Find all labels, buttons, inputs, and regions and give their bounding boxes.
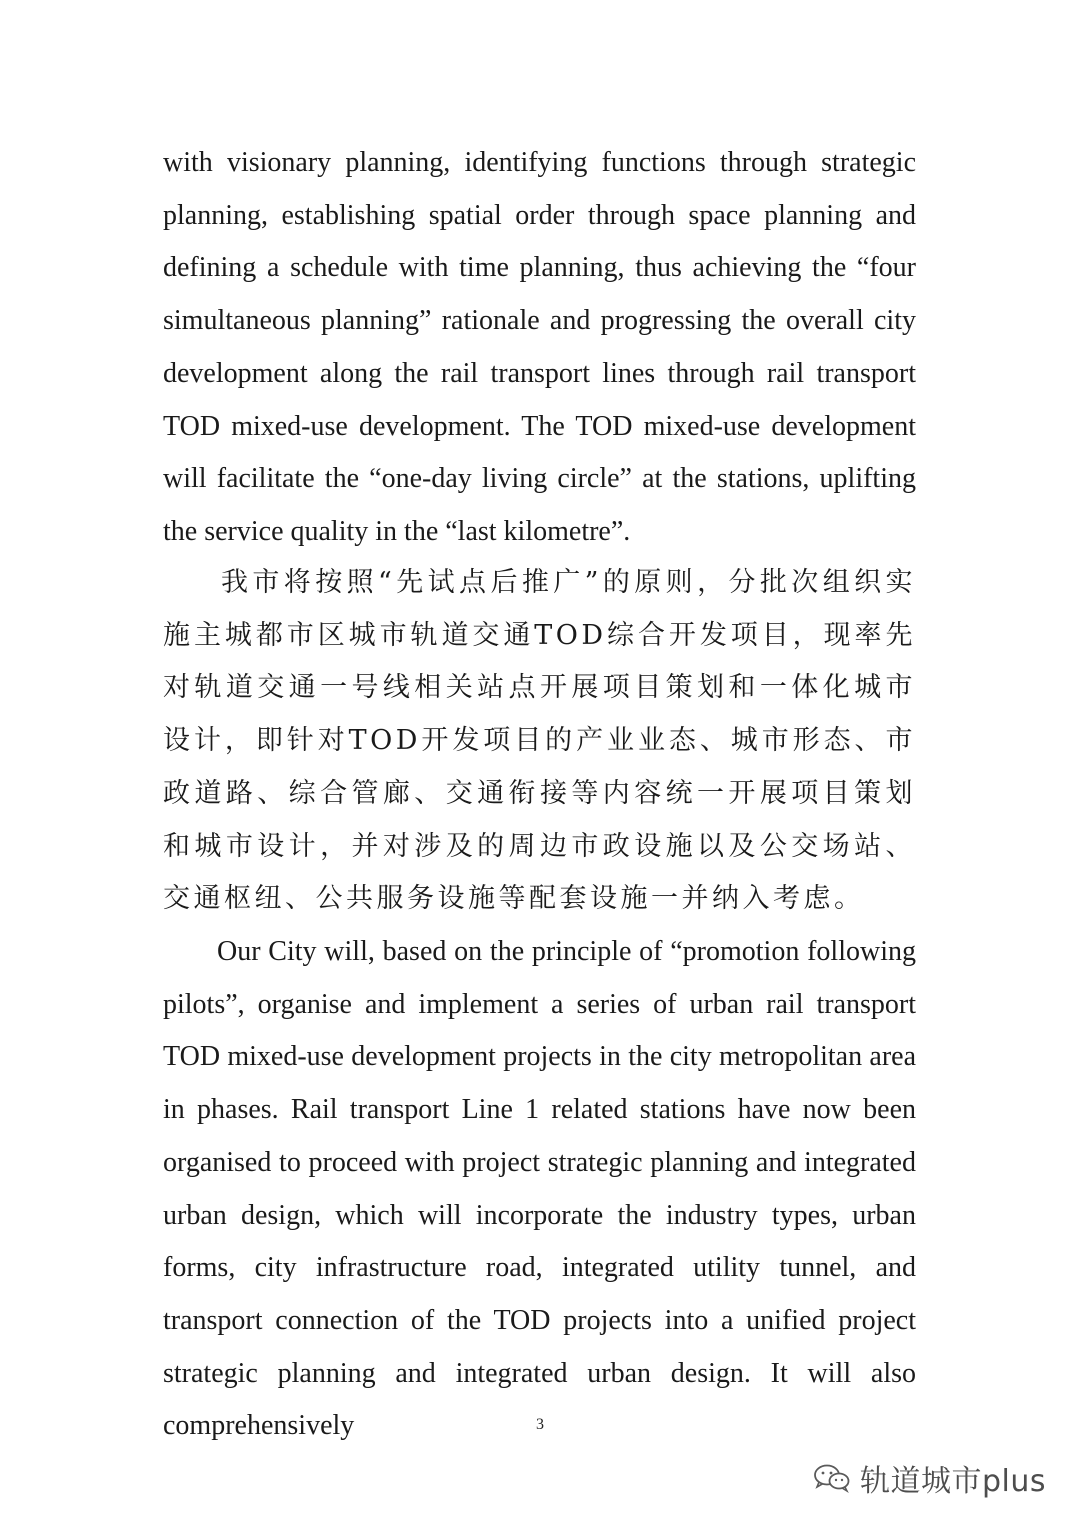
watermark-text: 轨道城市plus	[859, 1464, 1046, 1499]
page-number: 3	[536, 1416, 544, 1433]
paragraph-block-english-1	[163, 137, 916, 559]
paragraph-english: Our City will, based on the principle of “promotion following pilots”, organise and implement a series of urban rail transport TOD mixed-use development projects in the city metropolitan area in phases. Rail transport Line 1 related stations have now been organised to proceed with project strategic planning and integrated urban design, which will incorporate the industry types, urban forms, city infrastructure road, integrated utility tunnel, and transport connection of the TOD projects into a unified project strategic planning and integrated urban design. It will also comprehensively	[163, 936, 916, 1442]
paragraph-block-chinese	[163, 557, 916, 926]
wechat-icon	[812, 1463, 852, 1493]
paragraph-block-english-2	[163, 926, 916, 1453]
paragraph-english-continued: with visionary planning, identifying functions through strategic planning, establishing spatial order through space planning and defining a schedule with time planning, thus achieving the “four simultaneous planning” rationale and progressing the overall city development along the rail transport lines through rail transport TOD mixed-use development. The TOD mixed-use development will facilitate the “one-day living circle” at the stations, uplifting the service quality in the “last kilometre”.	[163, 147, 916, 547]
watermark	[812, 1456, 1046, 1500]
paragraph-chinese: 我市将按照“先试点后推广”的原则，分批次组织实施主城都市区城市轨道交通TOD综合开发项目，现率先对轨道交通一号线相关站点开展项目策划和一体化城市设计，即针对TOD开发项目的产业业态、城市形态、市政道路、综合管廊、交通衔接等内容统一开展项目策划和城市设计，并对涉及的周边市政设施以及公交场站、交通枢纽、公共服务设施等配套设施一并纳入考虑。	[163, 567, 916, 915]
